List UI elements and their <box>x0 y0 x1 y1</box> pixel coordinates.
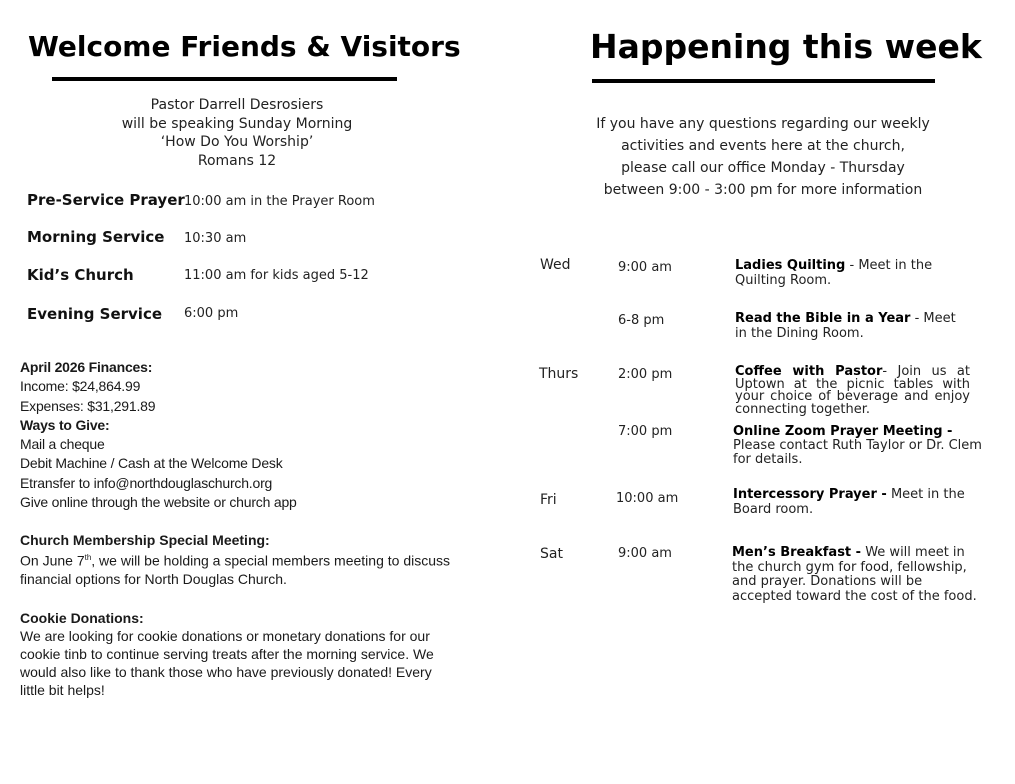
event-time: 9:00 am <box>618 546 672 561</box>
speaker-line: Pastor Darrell Desrosiers <box>150 97 324 113</box>
speaker-line: Romans 12 <box>197 152 277 169</box>
event-intercessory-prayer: Intercessory Prayer - Meet in the Board room. <box>733 487 965 517</box>
event-read-the-bible: Read the Bible in a Year - Meet in the Dining Room. <box>735 311 956 341</box>
day-fri: Fri <box>540 492 557 508</box>
service-label-morning-service: Morning Service <box>27 228 165 246</box>
event-coffee-with-pastor: Coffee with Pastor- Join us at Uptown at the picnic tables with your choice of beverage and enjoy connecting together. <box>735 364 970 417</box>
event-mens-breakfast: Men’s Breakfast - We will meet in the church gym for food, fellowship, and prayer. Donations will be accepted toward the cost of the food. <box>732 545 977 604</box>
ways-to-give-heading: Ways to Give: <box>20 416 110 433</box>
cookie-section <box>20 609 458 699</box>
welcome-title: Welcome Friends & Visitors <box>28 30 461 63</box>
give-item: Give online through the website or church app <box>20 494 297 511</box>
give-item: Mail a cheque <box>20 436 105 453</box>
event-time: 7:00 pm <box>618 424 673 439</box>
office-info-line: between 9:00 - 3:00 pm for more information <box>603 182 923 198</box>
membership-section <box>20 531 455 588</box>
office-info-line: please call our office Monday - Thursday <box>621 160 905 176</box>
office-info-line: If you have any questions regarding our weekly <box>596 116 930 132</box>
speaker-line: will be speaking Sunday Morning <box>121 115 353 132</box>
service-label-pre-service-prayer: Pre-Service Prayer <box>27 191 185 209</box>
event-ladies-quilting: Ladies Quilting - Meet in the Quilting Room. <box>735 258 933 288</box>
finances-expenses: Expenses: $31,291.89 <box>20 397 156 414</box>
speaker-block <box>87 96 387 170</box>
event-time: 10:00 am <box>616 491 679 506</box>
give-item: Debit Machine / Cash at the Welcome Desk <box>20 455 283 472</box>
membership-text: On June 7th, we will be holding a special members meeting to discuss financial options for North Douglas Church. <box>20 552 451 587</box>
finances-heading: April 2026 Finances: <box>20 359 153 375</box>
event-online-zoom-prayer: Online Zoom Prayer Meeting - Please contact Ruth Taylor or Dr. Clem for details. <box>733 424 982 467</box>
service-label-evening-service: Evening Service <box>27 305 163 323</box>
finances-block <box>20 358 460 512</box>
event-time: 6-8 pm <box>618 313 665 328</box>
service-time-kids-church: 11:00 am for kids aged 5-12 <box>184 268 369 283</box>
happening-title: Happening this week <box>590 27 982 66</box>
cookie-text: We are looking for cookie donations or monetary donations for our cookie tinb to continue serving treats after the morning service. We would also like to thank those who have previously donated! Every little bit helps! <box>20 628 434 698</box>
day-thurs: Thurs <box>539 366 579 382</box>
service-time-evening-service: 6:00 pm <box>184 306 239 321</box>
speaker-line: ‘How Do You Worship’ <box>160 134 314 150</box>
service-label-kids-church: Kid’s Church <box>27 266 134 284</box>
service-time-pre-service-prayer: 10:00 am in the Prayer Room <box>184 194 375 209</box>
happening-title-underline <box>592 79 935 83</box>
membership-heading: Church Membership Special Meeting: <box>20 532 270 548</box>
event-time: 9:00 am <box>618 260 672 275</box>
office-info-line: activities and events here at the church, <box>621 138 905 154</box>
event-time: 2:00 pm <box>618 367 673 382</box>
give-item: Etransfer to info@northdouglaschurch.org <box>20 474 273 491</box>
day-sat: Sat <box>540 546 563 562</box>
day-wed: Wed <box>540 257 571 273</box>
service-time-morning-service: 10:30 am <box>184 231 247 246</box>
welcome-title-underline <box>52 77 397 81</box>
cookie-heading: Cookie Donations: <box>20 610 144 626</box>
finances-income: Income: $24,864.99 <box>20 378 141 395</box>
office-info <box>558 113 968 201</box>
